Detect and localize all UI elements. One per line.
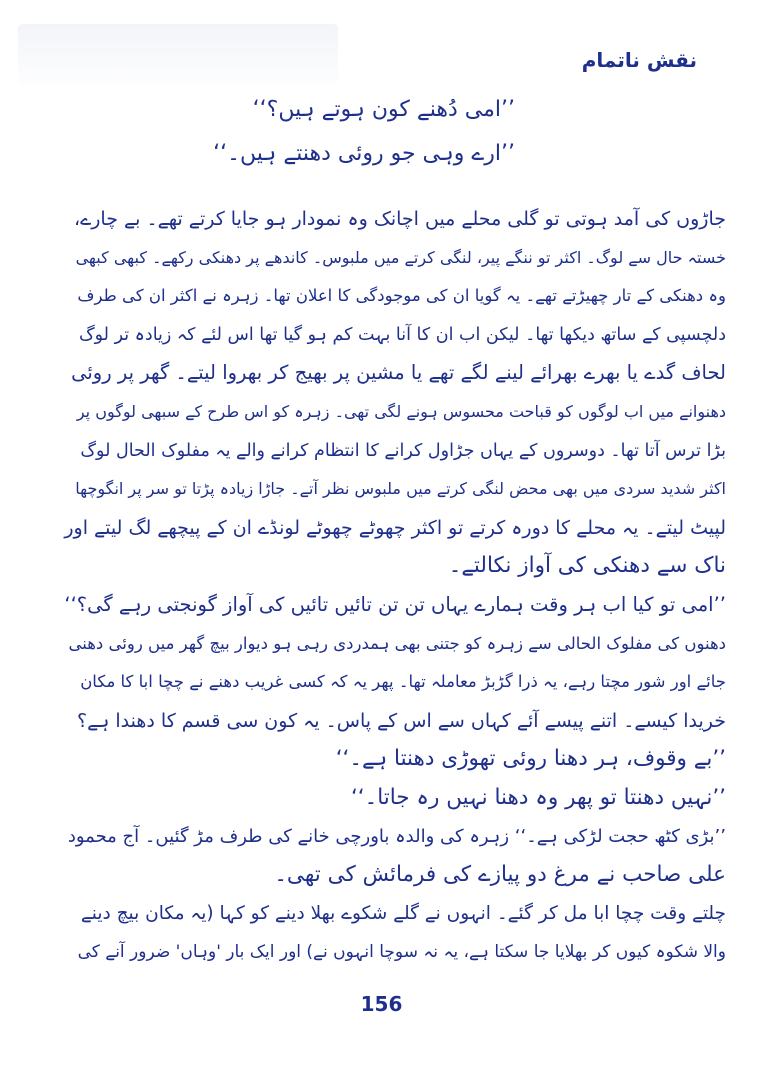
dialogue-line: ’’امی دُھنے کون ہوتے ہیں؟‘‘ <box>252 97 515 122</box>
text-line: خستہ حال سے لوگ۔ اکثر تو ننگے پیر، لنگی کرتے میں ملبوس۔ کاندھے پر دھنکی رکھے۔ کبھی کبھی <box>75 247 726 267</box>
text-line: جائے اور شور مچتا رہے، یہ ذرا گڑبڑ معاملہ تھا۔ پھر یہ کہ کسی غریب دھنے نے چچا ابا کا مکان <box>80 672 726 692</box>
text-line: علی صاحب نے مرغ دو پیازے کی فرمائش کی تھی۔ <box>274 862 726 888</box>
text-line: وہ دھنکی کے تار چھیڑتے تھے۔ یہ گویا ان کی موجودگی کا اعلان تھا۔ زہرہ نے اکثر ان کی طرف <box>77 286 726 306</box>
text-line: ’’نہیں دھنتا تو پھر وہ دھنا نہیں رہ جاتا۔‘‘ <box>350 784 726 810</box>
text-line: دھنوانے میں اب لوگوں کو قباحت محسوس ہونے لگی تھی۔ زہرہ کو اس طرح کے سبھی لوگوں پر <box>76 401 726 421</box>
text-line: لپیٹ لیتے۔ یہ محلے کا دورہ کرتے تو اکثر چھوٹے چھوٹے لونڈے ان کے پیچھے لگ لیتے اور <box>64 516 726 539</box>
opening-dialogue <box>215 88 515 176</box>
text-line: دلچسپی کے ساتھ دیکھا تھا۔ لیکن اب ان کا آنا بہت کم ہو گیا تھا اس لئے کہ زیادہ تر لوگ <box>78 324 726 345</box>
text-line: والا شکوہ کیوں کر بھلایا جا سکتا ہے، یہ نہ سوچا انہوں نے) اور ایک بار 'وہاں' ضرور آنے کی <box>77 942 726 963</box>
body-text <box>64 200 726 972</box>
text-line: ’’بے وقوف، ہر دھنا روئی تھوڑی دھنتا ہے۔‘‘ <box>335 746 726 772</box>
text-line: دھنوں کی مفلوک الحالی سے زہرہ کو جتنی بھی ہمدردی رہی ہو دیوار بیچ گھر میں روئی دھنی <box>68 633 726 653</box>
text-line: خریدا کیسے۔ اتنے پیسے آئے کہاں سے اس کے پاس۔ یہ کون سی قسم کا دھندا ہے؟ <box>77 709 726 732</box>
text-line: ’’بڑی کٹھ حجت لڑکی ہے۔‘‘ زہرہ کی والدہ باورچی خانے کی طرف مڑ گئیں۔ آج محمود <box>67 825 726 847</box>
page-number: 156 <box>360 992 403 1016</box>
text-line: اکثر شدید سردی میں بھی محض لنگی کرتے میں ملبوس نظر آتے۔ جاڑا زیادہ پڑتا تو سر پر انگوچھا <box>75 479 726 499</box>
text-line: ناک سے دھنکی کی آواز نکالتے۔ <box>448 553 726 579</box>
text-line: چلتے وقت چچا ابا مل کر گئے۔ انہوں نے گلے شکوے بھلا دینے کو کہا (یہ مکان بیچ دینے <box>80 902 726 924</box>
text-line: بڑا ترس آتا تھا۔ دوسروں کے یہاں جڑاول کرانے کا انتظام کرانے والے یہ مفلوک الحال لوگ <box>80 440 726 461</box>
faded-header-mark <box>18 24 338 84</box>
text-line: ’’امی تو کیا اب ہر وقت ہمارے یہاں تن تن تائیں تائیں کی آواز گونجتی رہے گی؟‘‘ <box>64 592 726 616</box>
dialogue-line: ’’ارے وہی جو روئی دھنتے ہیں۔‘‘ <box>213 141 515 166</box>
text-line: جاڑوں کی آمد ہوتی تو گلی محلے میں اچانک وہ نمودار ہو جایا کرتے تھے۔ بے چارے، <box>73 208 726 230</box>
text-line: لحاف گدے یا بھرے بھرائے لینے لگے تھے یا مشین پر بھیج کر بھروا لیتے۔ گھر پر روئی <box>71 361 726 385</box>
running-head: نقش ناتمام <box>581 48 697 72</box>
